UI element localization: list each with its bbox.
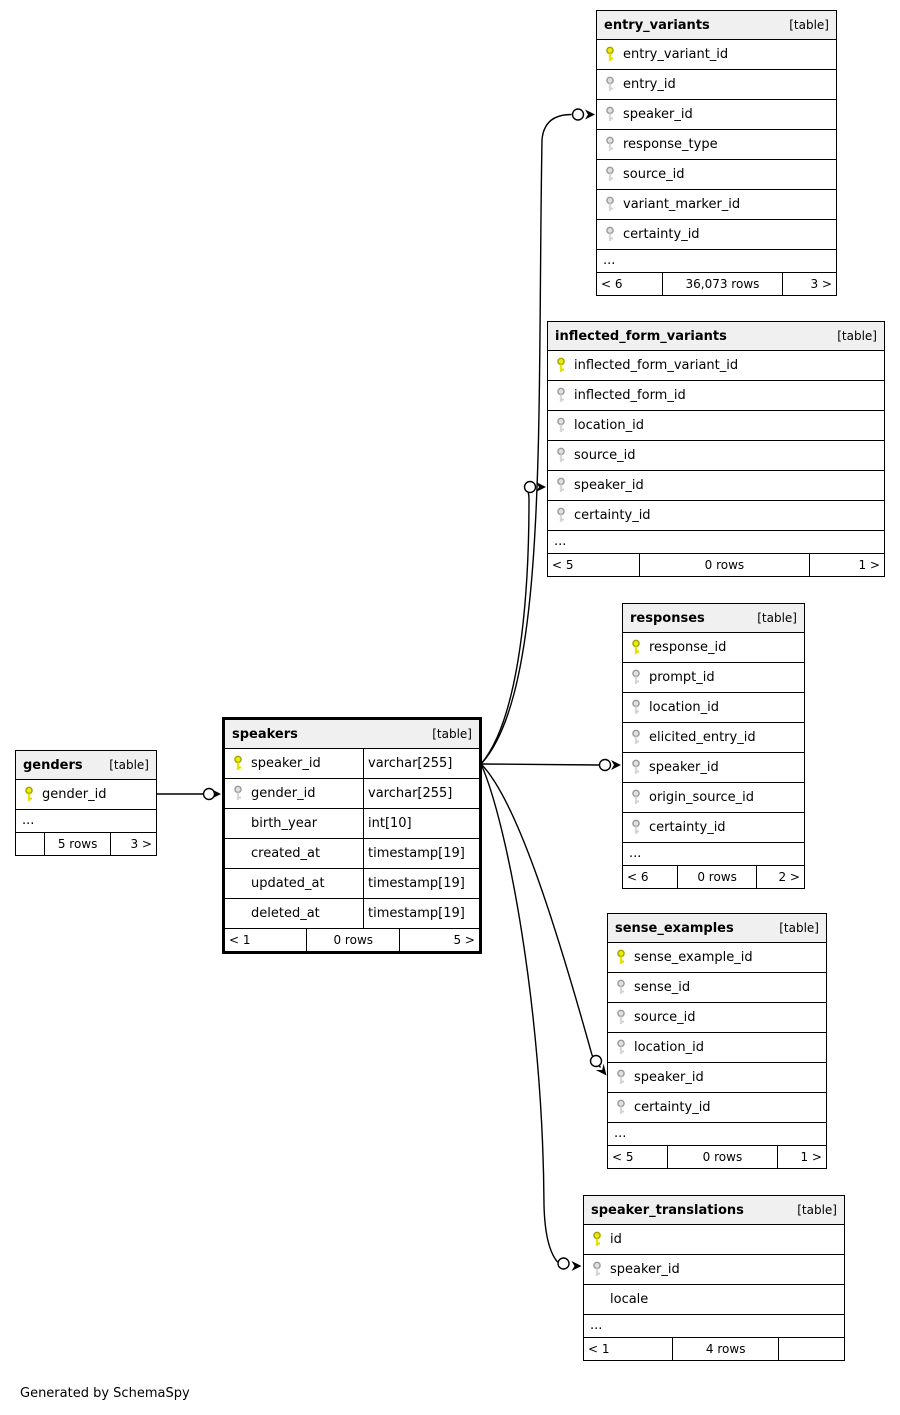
- column-name: gender_id: [42, 787, 107, 802]
- column-row-elicited_entry_id: [623, 723, 804, 753]
- column-row-variant_marker_id: [597, 190, 836, 220]
- table-header: [608, 914, 826, 943]
- table-type-badge: [table]: [789, 18, 829, 32]
- foreign-key-icon: [548, 417, 574, 434]
- more-columns-indicator: ...: [548, 531, 884, 554]
- table-footer: [608, 1146, 826, 1168]
- column-row-certainty_id: [548, 501, 884, 531]
- table-inflected_form_variants: [547, 321, 885, 577]
- related-parents-count: < 5: [612, 1150, 634, 1164]
- column-row-entry_id: [597, 70, 836, 100]
- related-children-count: 2 >: [778, 870, 800, 884]
- foreign-key-icon: [623, 669, 649, 686]
- column-name: speaker_id: [610, 1262, 680, 1277]
- column-row-speaker_id: [548, 471, 884, 501]
- table-name[interactable]: genders: [23, 757, 83, 773]
- column-row-certainty_id: [623, 813, 804, 843]
- table-footer: [623, 866, 804, 888]
- related-children-count: 5 >: [453, 933, 475, 947]
- rel-genders-speakers-circle: [204, 789, 215, 800]
- table-name[interactable]: inflected_form_variants: [555, 328, 727, 344]
- column-name: location_id: [634, 1040, 704, 1055]
- column-type: timestamp[19]: [363, 899, 479, 928]
- table-footer: [225, 929, 479, 951]
- primary-key-icon: [608, 949, 634, 966]
- column-name: elicited_entry_id: [649, 730, 756, 745]
- related-parents-count: < 6: [627, 870, 649, 884]
- primary-key-icon: [597, 46, 623, 63]
- column-row-entry_variant_id: [597, 40, 836, 70]
- foreign-key-icon: [608, 1099, 634, 1116]
- table-type-badge: [table]: [757, 611, 797, 625]
- column-type: timestamp[19]: [363, 869, 479, 898]
- rel-speakers-sense-examples-circle: [591, 1056, 602, 1067]
- column-row-speaker_id: [225, 749, 479, 779]
- column-row-prompt_id: [623, 663, 804, 693]
- column-name: location_id: [649, 700, 719, 715]
- related-children-count: 1 >: [800, 1150, 822, 1164]
- column-row-gender_id: [225, 779, 479, 809]
- row-count: 0 rows: [667, 1146, 778, 1168]
- row-count: 0 rows: [639, 554, 810, 576]
- foreign-key-icon: [623, 729, 649, 746]
- row-count: 0 rows: [306, 929, 400, 951]
- row-count: 0 rows: [677, 866, 757, 888]
- row-count: 36,073 rows: [662, 273, 784, 295]
- column-name: speaker_id: [623, 107, 693, 122]
- foreign-key-icon: [597, 136, 623, 153]
- rel-speakers-entry-variants-arrow: [585, 110, 595, 120]
- rel-speakers-responses-line: [481, 764, 599, 765]
- foreign-key-icon: [584, 1261, 610, 1278]
- column-row-speaker_id: [623, 753, 804, 783]
- column-name: inflected_form_id: [574, 388, 686, 403]
- column-row-location_id: [623, 693, 804, 723]
- column-type: varchar[255]: [363, 749, 479, 778]
- table-type-badge: [table]: [432, 727, 472, 741]
- column-name: prompt_id: [649, 670, 715, 685]
- foreign-key-icon: [597, 226, 623, 243]
- column-row-locale: [584, 1285, 844, 1315]
- column-name: source_id: [623, 167, 685, 182]
- column-name: inflected_form_variant_id: [574, 358, 739, 373]
- foreign-key-icon: [548, 447, 574, 464]
- related-children-count: 3 >: [130, 837, 152, 851]
- primary-key-icon: [623, 639, 649, 656]
- primary-key-icon: [16, 786, 42, 803]
- related-children-count: 1 >: [858, 558, 880, 572]
- related-parents-count: [16, 833, 44, 855]
- related-parents-count: < 1: [588, 1342, 610, 1356]
- column-type: int[10]: [363, 809, 479, 838]
- foreign-key-icon: [548, 477, 574, 494]
- rel-speakers-speaker-translations-line: [481, 764, 558, 1262]
- table-footer: [548, 554, 884, 576]
- column-name: created_at: [251, 846, 321, 861]
- generator-note: Generated by SchemaSpy: [20, 1386, 190, 1401]
- rel-speakers-entry-variants-circle: [573, 109, 584, 120]
- more-columns-indicator: ...: [16, 810, 156, 833]
- column-type: timestamp[19]: [363, 839, 479, 868]
- foreign-key-icon: [623, 819, 649, 836]
- foreign-key-icon: [225, 785, 251, 802]
- foreign-key-icon: [608, 1009, 634, 1026]
- column-name: deleted_at: [251, 906, 320, 921]
- table-speaker_translations: [583, 1195, 845, 1361]
- column-row-sense_example_id: [608, 943, 826, 973]
- column-name: source_id: [634, 1010, 696, 1025]
- column-name: entry_variant_id: [623, 47, 729, 62]
- table-name[interactable]: speaker_translations: [591, 1202, 744, 1218]
- foreign-key-icon: [597, 106, 623, 123]
- foreign-key-icon: [548, 387, 574, 404]
- table-name[interactable]: responses: [630, 610, 705, 626]
- foreign-key-icon: [608, 1039, 634, 1056]
- table-header: [623, 604, 804, 633]
- column-row-speaker_id: [597, 100, 836, 130]
- column-name: speaker_id: [574, 478, 644, 493]
- column-row-source_id: [548, 441, 884, 471]
- column-row-updated_at: [225, 869, 479, 899]
- column-name: entry_id: [623, 77, 676, 92]
- column-row-sense_id: [608, 973, 826, 1003]
- column-name: speaker_id: [649, 760, 719, 775]
- column-name: certainty_id: [634, 1100, 711, 1115]
- column-name: sense_id: [634, 980, 691, 995]
- table-footer: [597, 273, 836, 295]
- column-name: response_type: [623, 137, 718, 152]
- table-speakers: [222, 717, 482, 954]
- column-row-source_id: [597, 160, 836, 190]
- foreign-key-icon: [623, 699, 649, 716]
- more-columns-indicator: ...: [584, 1315, 844, 1338]
- table-footer: [584, 1338, 844, 1360]
- column-name: certainty_id: [623, 227, 700, 242]
- table-entry_variants: [596, 10, 837, 296]
- table-header: [548, 322, 884, 351]
- more-columns-indicator: ...: [623, 843, 804, 866]
- table-header: [597, 11, 836, 40]
- more-columns-indicator: ...: [597, 250, 836, 273]
- column-name: locale: [610, 1292, 649, 1307]
- foreign-key-icon: [548, 507, 574, 524]
- table-name[interactable]: speakers: [232, 726, 298, 742]
- primary-key-icon: [225, 755, 251, 772]
- column-row-origin_source_id: [623, 783, 804, 813]
- table-type-badge: [table]: [837, 329, 877, 343]
- column-row-source_id: [608, 1003, 826, 1033]
- more-columns-indicator: ...: [608, 1123, 826, 1146]
- column-row-inflected_form_id: [548, 381, 884, 411]
- column-name: speaker_id: [634, 1070, 704, 1085]
- related-parents-count: < 6: [601, 277, 623, 291]
- foreign-key-icon: [608, 1069, 634, 1086]
- column-row-deleted_at: [225, 899, 479, 929]
- column-row-gender_id: [16, 780, 156, 810]
- related-parents-count: < 5: [552, 558, 574, 572]
- column-row-created_at: [225, 839, 479, 869]
- table-header: [16, 751, 156, 780]
- row-count: 4 rows: [672, 1338, 779, 1360]
- column-row-response_type: [597, 130, 836, 160]
- column-name: id: [610, 1232, 622, 1247]
- rel-speakers-speaker-translations-arrow: [572, 1261, 582, 1271]
- primary-key-icon: [548, 357, 574, 374]
- column-row-inflected_form_variant_id: [548, 351, 884, 381]
- rel-speakers-responses-circle: [600, 760, 611, 771]
- table-genders: [15, 750, 157, 856]
- row-count: 5 rows: [44, 833, 111, 855]
- column-name: speaker_id: [251, 756, 321, 771]
- related-children-count: 3 >: [810, 277, 832, 291]
- table-footer: [16, 833, 156, 855]
- column-name: gender_id: [251, 786, 316, 801]
- table-type-badge: [table]: [797, 1203, 837, 1217]
- column-row-id: [584, 1225, 844, 1255]
- table-responses: [622, 603, 805, 889]
- foreign-key-icon: [623, 759, 649, 776]
- related-children-count: [779, 1338, 844, 1360]
- column-name: certainty_id: [574, 508, 651, 523]
- column-name: location_id: [574, 418, 644, 433]
- column-name: origin_source_id: [649, 790, 755, 805]
- foreign-key-icon: [597, 196, 623, 213]
- foreign-key-icon: [597, 76, 623, 93]
- rel-speakers-inflected-form-variants-circle: [525, 482, 536, 493]
- column-row-speaker_id: [584, 1255, 844, 1285]
- foreign-key-icon: [608, 979, 634, 996]
- column-row-birth_year: [225, 809, 479, 839]
- column-row-response_id: [623, 633, 804, 663]
- table-header: [225, 720, 479, 749]
- column-row-certainty_id: [597, 220, 836, 250]
- table-type-badge: [table]: [109, 758, 149, 772]
- rel-speakers-responses-arrow: [611, 760, 621, 770]
- foreign-key-icon: [623, 789, 649, 806]
- column-name: response_id: [649, 640, 727, 655]
- column-name: variant_marker_id: [623, 197, 741, 212]
- foreign-key-icon: [597, 166, 623, 183]
- related-parents-count: < 1: [229, 933, 251, 947]
- column-row-certainty_id: [608, 1093, 826, 1123]
- table-sense_examples: [607, 913, 827, 1169]
- column-row-location_id: [548, 411, 884, 441]
- column-name: updated_at: [251, 876, 325, 891]
- column-name: certainty_id: [649, 820, 726, 835]
- column-name: sense_example_id: [634, 950, 753, 965]
- primary-key-icon: [584, 1231, 610, 1248]
- column-row-location_id: [608, 1033, 826, 1063]
- table-name[interactable]: entry_variants: [604, 17, 710, 33]
- rel-speakers-sense-examples-line: [481, 764, 601, 1068]
- table-header: [584, 1196, 844, 1225]
- rel-speakers-speaker-translations-circle: [558, 1258, 569, 1269]
- column-type: varchar[255]: [363, 779, 479, 808]
- column-name: birth_year: [251, 816, 318, 831]
- column-name: source_id: [574, 448, 636, 463]
- table-name[interactable]: sense_examples: [615, 920, 734, 936]
- column-row-speaker_id: [608, 1063, 826, 1093]
- table-type-badge: [table]: [779, 921, 819, 935]
